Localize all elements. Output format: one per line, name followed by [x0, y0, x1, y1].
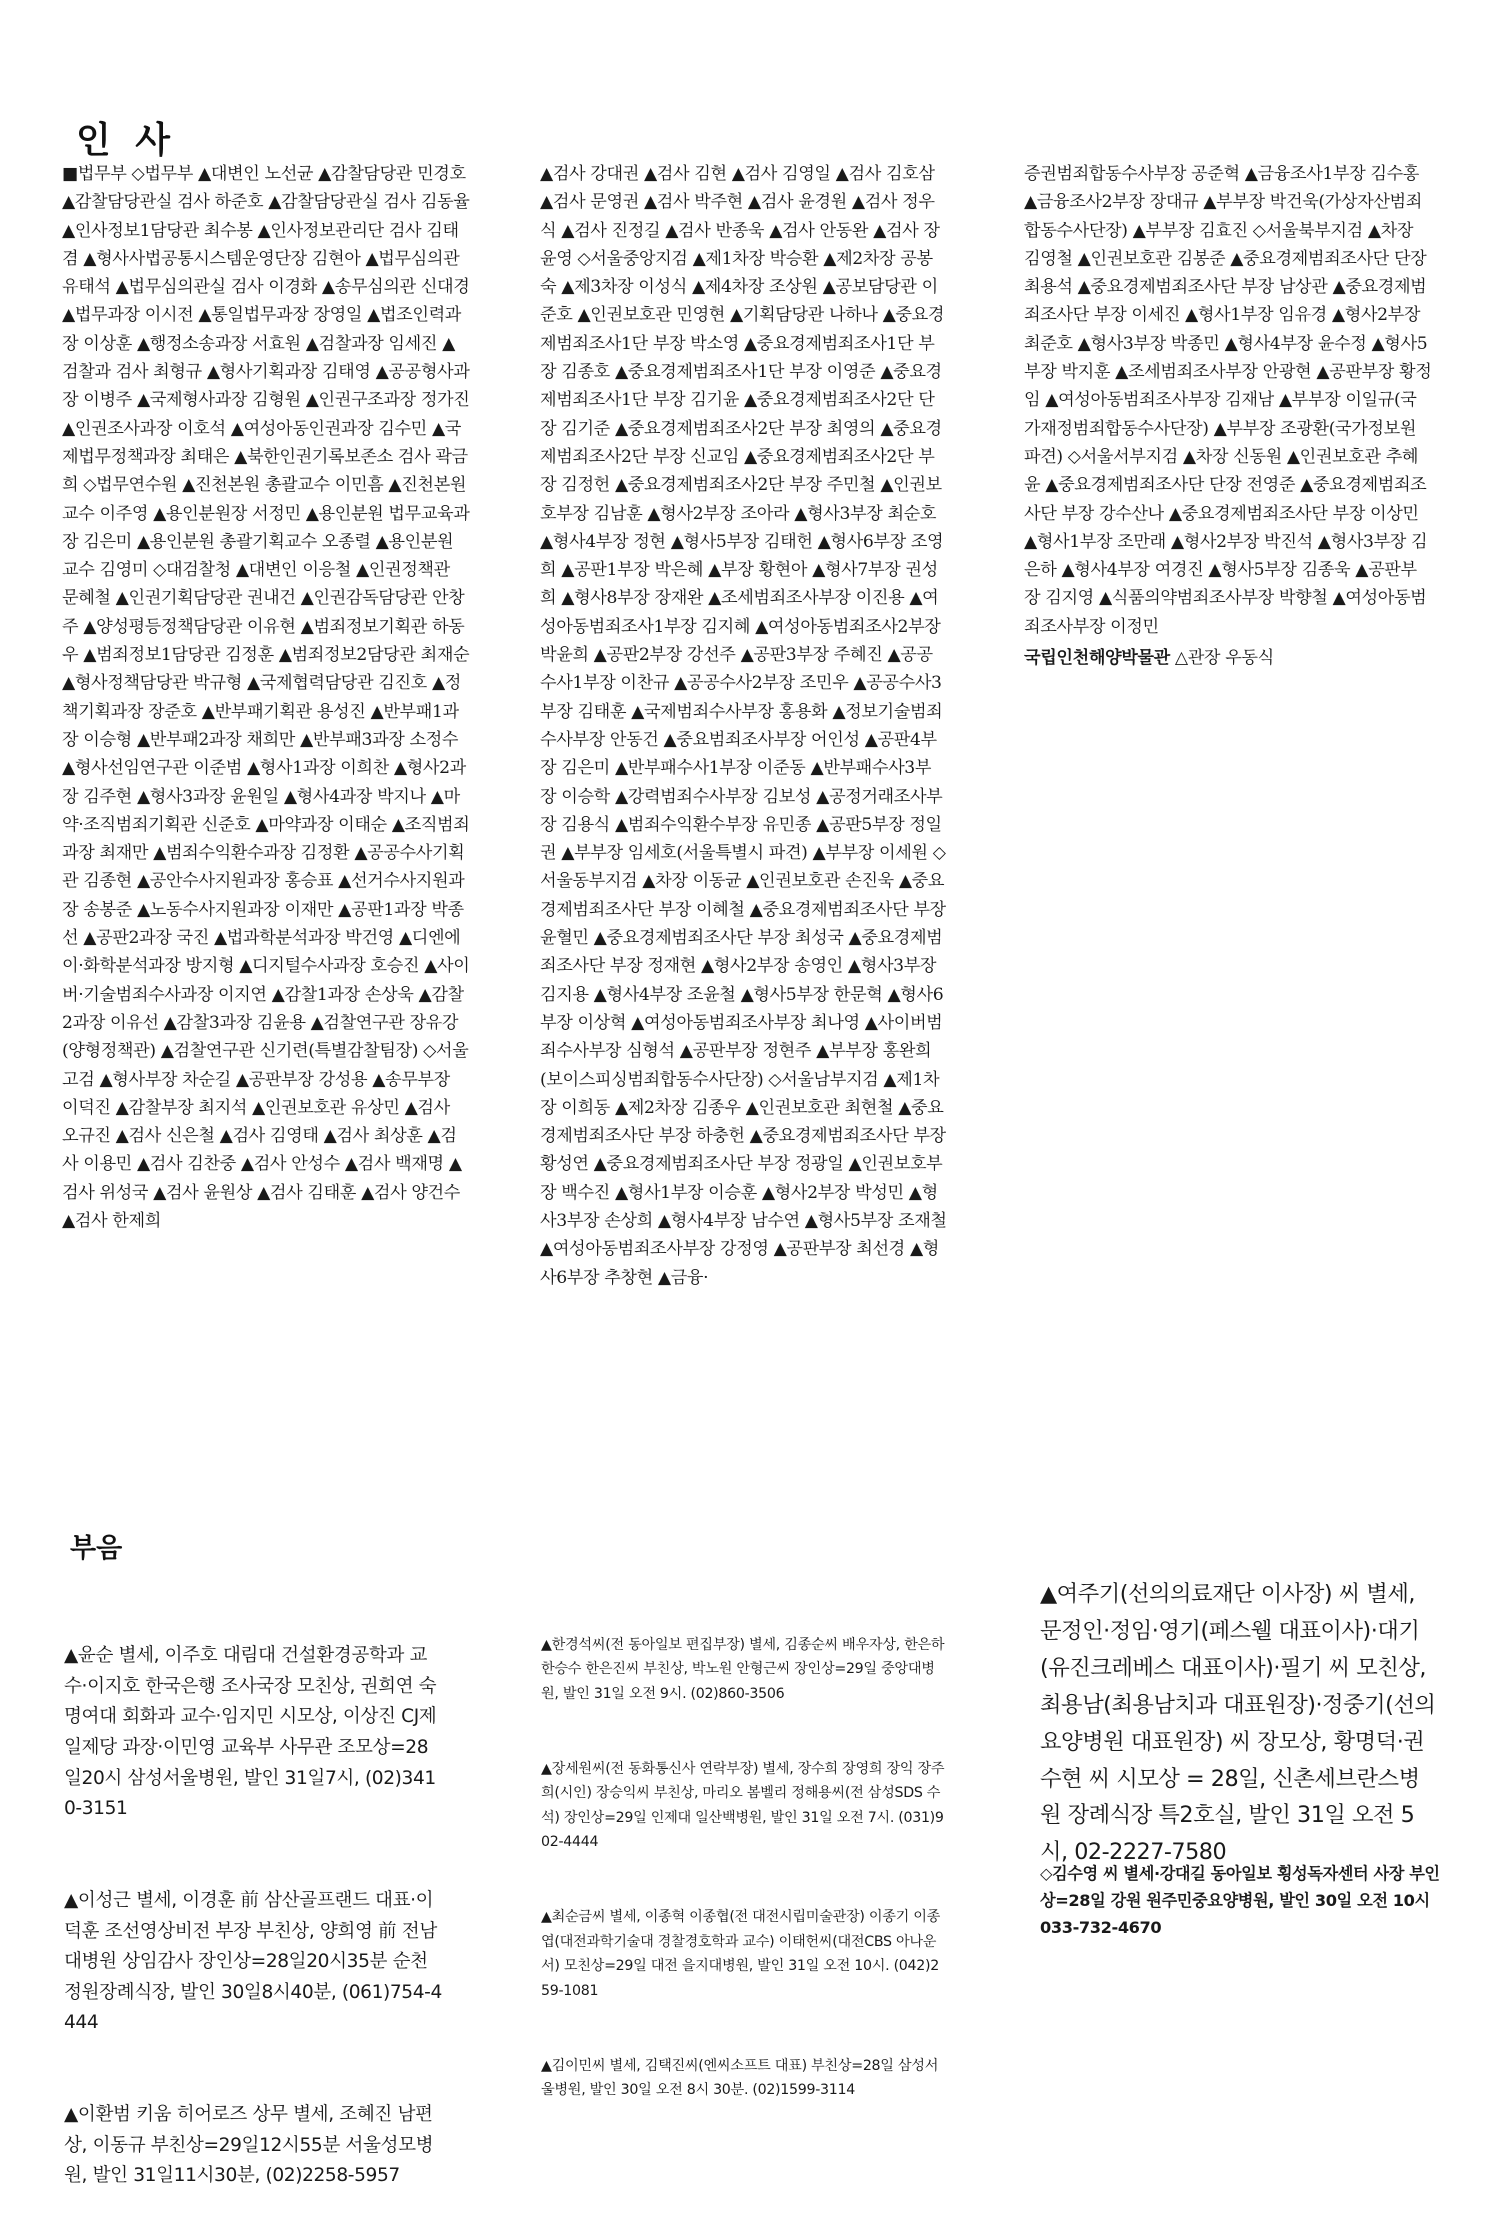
- obituary-notice: ▲이환범 키움 히어로즈 상무 별세, 조혜진 남편상, 이동규 부친상=29일12시55분 서울성모병원, 발인 31일11시30분, (02)2258-5957: [64, 2104, 434, 2187]
- obituary-column-4: ◇김수영 씨 별세·강대길 동아일보 횡성독자센터 사장 부인상=28일 강원 원주민중요양병원, 발인 30일 오전 10시 033-732-4670: [1040, 1864, 1440, 1937]
- personnel-heading: 인 사: [76, 120, 177, 161]
- obituary-heading: 부음: [70, 1533, 123, 1564]
- personnel-column-3: 증권범죄합동수사부장 공준혁 ▲금융조사1부장 김수홍 ▲금융조사2부장 장대규 ▲부부장 박건욱(가상자산범죄합동수사단장) ▲부부장 김효진 ◇서울북부지검 ▲차장 김영철 ▲인권보호관 김봉준 ▲중요경제범죄조사단 단장 최용석 ▲중요경제범죄조사단 부장 남상관 ▲중요경제범죄조사단 부장 이세진 ▲형사1부장 임유경 ▲형사2부장 최준호 ▲형사3부장 박종민 ▲형사4부장 윤수정 ▲형사5부장 박지훈 ▲조세범죄조사부장 안광현 ▲공판부장 황정임 ▲여성아동범죄조사부장 김재남 ▲부부장 이일규(국가재정범죄합동수사단장) ▲부부장 조광환(국가정보원 파견) ◇서울서부지검 ▲차장 신동원 ▲인권보호관 추혜윤 ▲중요경제범죄조사단 단장 전영준 ▲중요경제범죄조사단 부장 강수산나 ▲중요경제범죄조사단 부장 이상민 ▲형사1부장 조만래 ▲형사2부장 박진석 ▲형사3부장 김은하 ▲형사4부장 여경진 ▲형사5부장 김종욱 ▲공판부장 김지영 ▲식품의약범죄조사부장 박향철 ▲여성아동범죄조사부장 이정민: [1024, 164, 1432, 637]
- personnel-column-2: ▲검사 강대권 ▲검사 김현 ▲검사 김영일 ▲검사 김호삼 ▲검사 문영권 ▲검사 박주현 ▲검사 윤경원 ▲검사 정우식 ▲검사 진정길 ▲검사 반종욱 ▲검사 안동완 ▲검사 장윤영 ◇서울중앙지검 ▲제1차장 박승환 ▲제2차장 공봉숙 ▲제3차장 이성식 ▲제4차장 조상원 ▲공보담당관 이준호 ▲인권보호관 민영현 ▲기획담당관 나하나 ▲중요경제범죄조사1단 부장 박소영 ▲중요경제범죄조사1단 부장 김종호 ▲중요경제범죄조사1단 부장 이영준 ▲중요경제범죄조사1단 부장 김기윤 ▲중요경제범죄조사2단 단장 김기준 ▲중요경제범죄조사2단 부장 최영의 ▲중요경제범죄조사2단 부장 신교임 ▲중요경제범죄조사2단 부장 김정헌 ▲중요경제범죄조사2단 부장 주민철 ▲인권보호부장 김남훈 ▲형사2부장 조아라 ▲형사3부장 최순호 ▲형사4부장 정현 ▲형사5부장 김태헌 ▲형사6부장 조영희 ▲공판1부장 박은혜 ▲부장 황현아 ▲형사7부장 권성희 ▲형사8부장 장재완 ▲조세범죄조사부장 이진용 ▲여성아동범죄조사1부장 김지혜 ▲여성아동범죄조사2부장 박윤희 ▲공판2부장 강선주 ▲공판3부장 주혜진 ▲공공수사1부장 이찬규 ▲공공수사2부장 조민우 ▲공공수사3부장 김태훈 ▲국제범죄수사부장 홍용화 ▲정보기술범죄수사부장 안동건 ▲중요범죄조사부장 어인성 ▲공판4부장 김은미 ▲반부패수사1부장 이준동 ▲반부패수사3부장 이승학 ▲강력범죄수사부장 김보성 ▲공정거래조사부장 김용식 ▲범죄수익환수부장 유민종 ▲공판5부장 정일권 ▲부부장 임세호(서울특별시 파견) ▲부부장 이세원 ◇서울동부지검 ▲차장 이동균 ▲인권보호관 손진욱 ▲중요경제범죄조사단 부장 이혜철 ▲중요경제범죄조사단 부장 윤혈민 ▲중요경제범죄조사단 부장 최성국 ▲중요경제범죄조사단 부장 정재현 ▲형사2부장 송영인 ▲형사3부장 김지용 ▲형사4부장 조윤철 ▲형사5부장 한문혁 ▲형사6부장 이상혁 ▲여성아동범죄조사부장 최나영 ▲사이버범죄수사부장 심형석 ▲공판부장 정현주 ▲부부장 홍완희(보이스피싱범죄합동수사단장) ◇서울남부지검 ▲제1차장 이희동 ▲제2차장 김종우 ▲인권보호관 최현철 ▲중요경제범죄조사단 부장 하충헌 ▲중요경제범죄조사단 부장 황성연 ▲중요경제범죄조사단 부장 정광일 ▲인권보호부장 백수진 ▲형사1부장 이승훈 ▲형사2부장 박성민 ▲형사3부장 손상희 ▲형사4부장 남수연 ▲형사5부장 조재철 ▲여성아동범죄조사부장 강정영 ▲공판부장 최선경 ▲형사6부장 추창현 ▲금융·: [540, 164, 952, 1288]
- obituary-notice: ▲김이민씨 별세, 김택진씨(엔씨소프트 대표) 부친상=28일 삼성서울병원, 발인 30일 오전 8시 30분. (02)1599-3114: [541, 2057, 939, 2099]
- obituary-column-2: [541, 1584, 949, 2129]
- obituary-notice: ▲윤순 별세, 이주호 대림대 건설환경공학과 교수·이지호 한국은행 조사국장 모친상, 권희연 숙명여대 회화과 교수·임지민 시모상, 이상진 CJ제일제당 과장·이민영 교육부 사무관 조모상=28일20시 삼성서울병원, 발인 31일7시, (02)3410-3151: [64, 1645, 437, 1820]
- obituary-notice: ▲장세원씨(전 동화통신사 연락부장) 별세, 장수희 장영희 장익 장주희(시인) 장승익씨 부친상, 마리오 봄벨리 정해용씨(전 삼성SDS 수석) 장인상=29일 인제대 일산백병원, 발인 31일 오전 7시. (031)902-4444: [541, 1760, 945, 1851]
- personnel-column-1: ■법무부 ◇법무부 ▲대변인 노선균 ▲감찰담당관 민경호 ▲감찰담당관실 검사 하준호 ▲감찰담당관실 검사 김동율 ▲인사정보1담당관 최수봉 ▲인사정보관리단 검사 김태겸 ▲형사사법공통시스템운영단장 김현아 ▲법무심의관 유태석 ▲법무심의관실 검사 이경화 ▲송무심의관 신대경 ▲법무과장 이시전 ▲통일법무과장 장영일 ▲법조인력과장 이상훈 ▲행정소송과장 서효원 ▲검찰과장 임세진 ▲검찰과 검사 최형규 ▲형사기획과장 김태영 ▲공공형사과장 이병주 ▲국제형사과장 김형원 ▲인권구조과장 정가진 ▲인권조사과장 이호석 ▲여성아동인권과장 김수민 ▲국제법무정책과장 최태은 ▲북한인권기록보존소 검사 곽금희 ◇법무연수원 ▲진천본원 총괄교수 이민흠 ▲진천본원 교수 이주영 ▲용인분원장 서정민 ▲용인분원 법무교육과장 김은미 ▲용인분원 총괄기획교수 오종렬 ▲용인분원 교수 김영미 ◇대검찰청 ▲대변인 이응철 ▲인권정책관 문혜철 ▲인권기획담당관 권내건 ▲인권감독담당관 안창주 ▲양성평등정책담당관 이유현 ▲범죄정보기획관 하동우 ▲범죄정보1담당관 김정훈 ▲범죄정보2담당관 최재순 ▲형사정책담당관 박규형 ▲국제협력담당관 김진호 ▲정책기획과장 장준호 ▲반부패기획관 용성진 ▲반부패1과장 이승형 ▲반부패2과장 채희만 ▲반부패3과장 소정수 ▲형사선임연구관 이준범 ▲형사1과장 이희찬 ▲형사2과장 김주현 ▲형사3과장 윤원일 ▲형사4과장 박지나 ▲마약·조직범죄기획관 신준호 ▲마약과장 이태순 ▲조직범죄과장 최재만 ▲범죄수익환수과장 김정환 ▲공공수사기획관 김종현 ▲공안수사지원과장 홍승표 ▲선거수사지원과장 송봉준 ▲노동수사지원과장 이재만 ▲공판1과장 박종선 ▲공판2과장 국진 ▲법과학분석과장 박건영 ▲디엔에이·화학분석과장 방지형 ▲디지털수사과장 호승진 ▲사이버·기술범죄수사과장 이지연 ▲감찰1과장 손상욱 ▲감찰2과장 이유선 ▲감찰3과장 김윤용 ▲검찰연구관 장유강(양형정책관) ▲검찰연구관 신기련(특별감찰팀장) ◇서울고검 ▲형사부장 차순길 ▲공판부장 강성용 ▲송무부장 이덕진 ▲감찰부장 최지석 ▲인권보호관 유상민 ▲검사 오규진 ▲검사 신은철 ▲검사 김영태 ▲검사 최상훈 ▲검사 이용민 ▲검사 김찬중 ▲검사 안성수 ▲검사 백재명 ▲검사 위성국 ▲검사 윤원상 ▲검사 김태훈 ▲검사 양건수 ▲검사 한제희: [62, 164, 475, 1231]
- obituary-notice: ▲최순금씨 별세, 이종혁 이종협(전 대전시립미술관장) 이종기 이종엽(대전과학기술대 경찰경호학과 교수) 이태헌씨(대전CBS 아나운서) 모친상=29일 대전 을지대병원, 발인 31일 오전 10시. (042)259-1081: [541, 1909, 941, 1999]
- museum-appointee: △관장 우동식: [1169, 648, 1274, 668]
- obituary-notice: ▲한경석씨(전 동아일보 편집부장) 별세, 김종순씨 배우자상, 한은하 한승수 한은진씨 부친상, 박노원 안형근씨 장인상=29일 중앙대병원, 발인 31일 오전 9시. (02)860-3506: [541, 1636, 949, 1702]
- obituary-notice: ▲이성근 별세, 이경훈 前 삼산골프랜드 대표·이덕훈 조선영상비전 부장 부친상, 양희영 前 전남대병원 상임감사 장인상=28일20시35분 순천정원장례식장, 발인 30일8시40분, (061)754-4444: [64, 1889, 442, 2034]
- museum-name: 국립인천해양박물관: [1024, 648, 1170, 668]
- obituary-column-1: [64, 1580, 444, 2222]
- museum-appointment: [1024, 644, 1432, 672]
- obituary-column-3: ▲여주기(선의의료재단 이사장) 씨 별세, 문정인·정임·영기(페스웰 대표이사)·대기(유진크레베스 대표이사)·필기 씨 모친상, 최용남(최용남치과 대표원장)·정중기(선의요양병원 대표원장) 씨 장모상, 황명덕·권수현 씨 시모상 = 28일, 신촌세브란스병원 장례식장 특2호실, 발인 31일 오전 5시, 02-2227-7580: [1040, 1581, 1436, 1866]
